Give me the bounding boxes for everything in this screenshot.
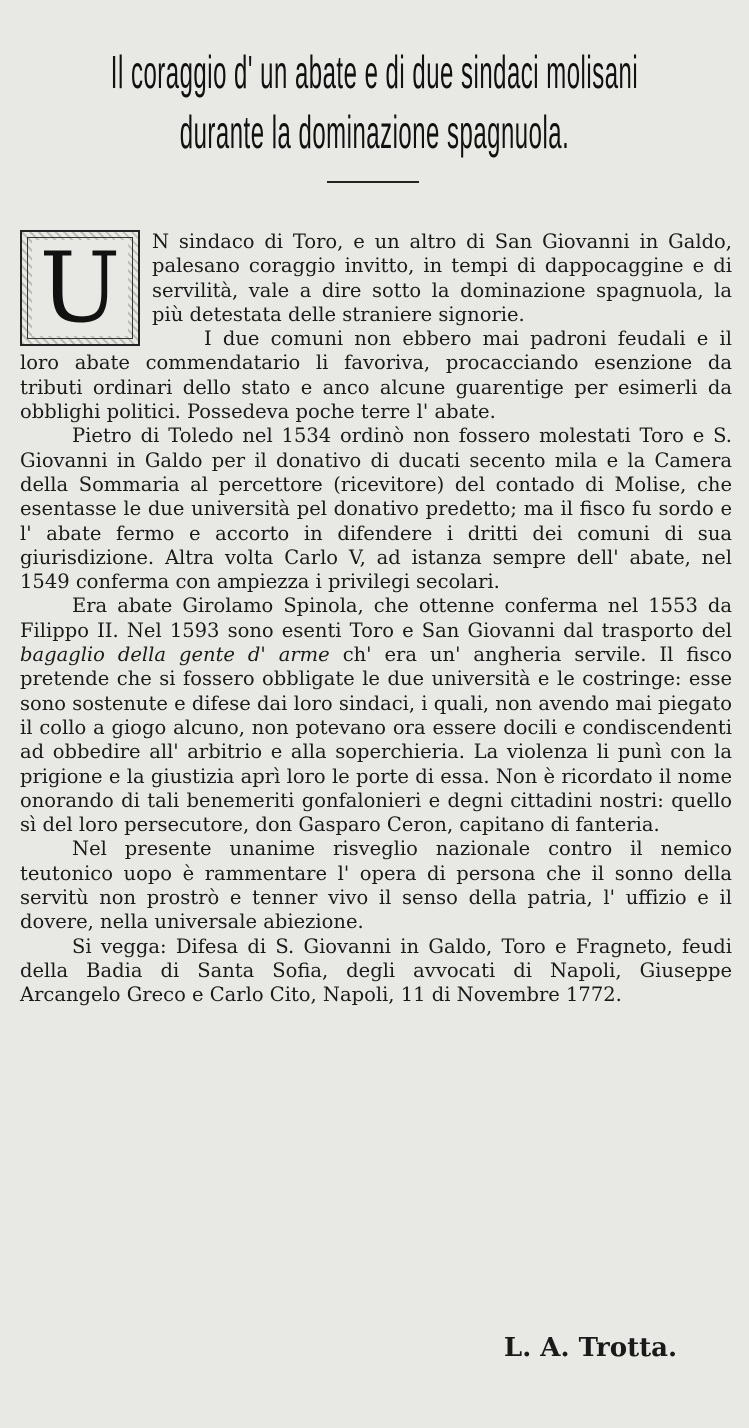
paragraph-4-text-b: ch' era un' angheria servile. Il fisco pretende che si fossero obbligate le due università e le costringe: esse sono sostenute e difese dai loro sindaci, i quali, non avendo mai piegato il collo a giogo alcuno, non potevano ora essere docili e condiscendenti ad obbedire all' arbitrio e alla soperchieria. La violenza li punì con la prigione e la giustizia aprì loro le porte di essa. Non è ricordato il nome onorando di tali benemeriti gonfalonieri e degni cittadini nostri: quello sì del loro persecutore, don Gasparo Ceron, capitano di fanteria.	[20, 643, 733, 837]
paragraph-4-italic: bagaglio della gente d' arme	[20, 643, 330, 667]
paragraph-4-text-a: Era abate Girolamo Spinola, che ottenne conferma nel 1553 da Filippo II. Nel 1593 sono esenti Toro e San Giovanni dal trasporto del	[20, 594, 732, 642]
paragraph-1-text: N sindaco di Toro, e un altro di San Giovanni in Galdo, palesano coraggio invitto, in tempi di dappocaggine e di servilità, vale a dire sotto la dominazione spagnuola, la più detestata delle straniere signorie.	[152, 230, 732, 326]
paragraph-6: Si vegga: Difesa di S. Giovanni in Galdo, Toro e Fragneto, feudi della Badia di Santa Sofia, degli avvocati di Napoli, Giuseppe Arcangelo Greco e Carlo Cito, Napoli, 11 di Novembre 1772.	[20, 934, 732, 1007]
title-divider	[327, 181, 419, 183]
paragraph-3: Pietro di Toledo nel 1534 ordinò non fossero molestati Toro e S. Giovanni in Galdo per il donativo di ducati secento mila e la Camera della Sommaria al percettore (ricevitore) del contado di Molise, che esentasse le due università pel donativo predetto; ma il fisco fu sordo e l' abate fermo e accorto in difendere i dritti dei comuni di sua giurisdizione. Altra volta Carlo V, ad istanza sempre dell' abate, nel 1549 conferma con ampiezza i privilegi secolari.	[20, 424, 732, 594]
paragraph-4	[20, 594, 732, 837]
initial-letter: U	[32, 240, 129, 336]
ornamental-initial	[20, 230, 140, 346]
paragraph-2: I due comuni non ebbero mai padroni feudali e il loro abate commendatario li favoriva, procacciando esenzione da tributi ordinari dello stato e anco alcune guarentige per esimerli da obblighi politici. Possedeva poche terre l' abate.	[20, 327, 732, 424]
title-line-1: Il coraggio d' un abate e di due sindaci molisani	[110, 46, 639, 98]
article-title	[110, 42, 639, 162]
ornamental-initial-frame	[27, 232, 133, 344]
article-body	[20, 230, 732, 1008]
title-line-2: durante la dominazione spagnuola.	[179, 106, 570, 158]
paragraph-5: Nel presente unanime risveglio nazionale contro il nemico teutonico uopo è rammentare l' opera di persona che il sonno della servitù non prostrò e tenner vivo il senso della patria, l' uffizio e il dovere, nella universale abiezione.	[20, 837, 732, 934]
paragraph-1	[20, 230, 732, 344]
author-signature: L. A. Trotta.	[503, 1333, 677, 1363]
